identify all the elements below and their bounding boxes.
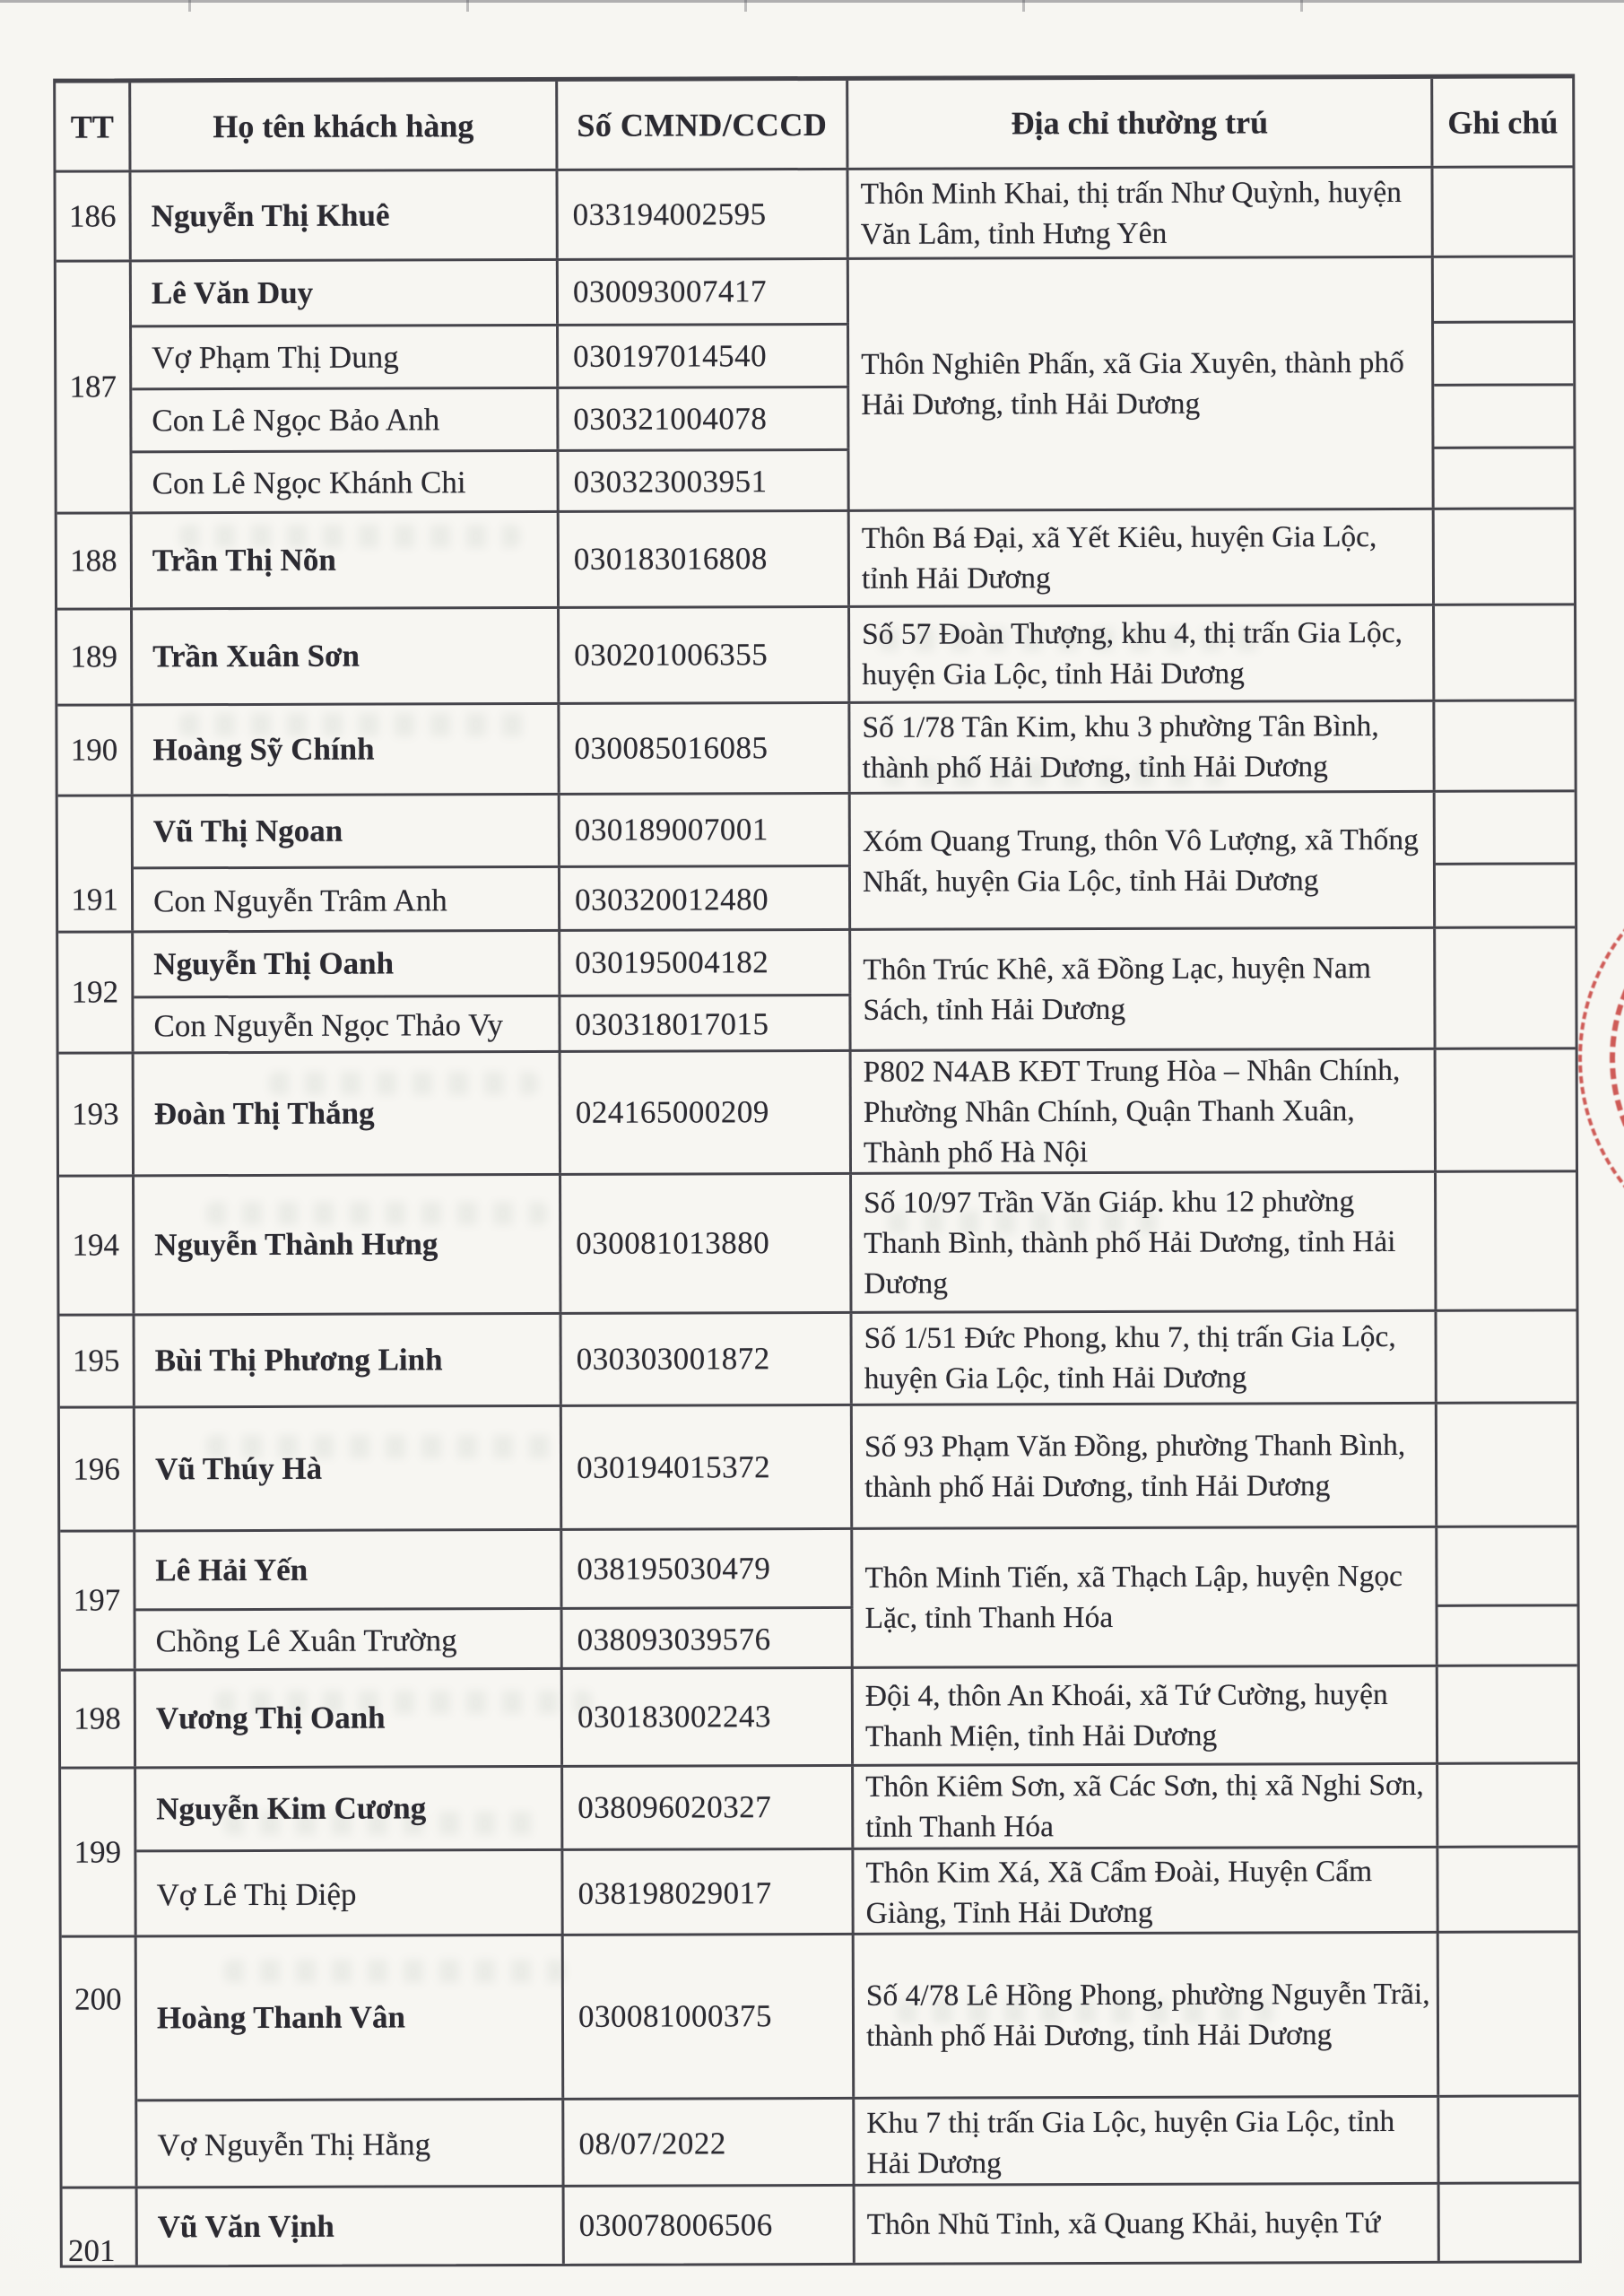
id-number: 030321004078 [559, 388, 849, 449]
customer-name: Vợ Nguyễn Thị Hằng [137, 2100, 564, 2188]
red-stamp-arc-icon [1610, 883, 1624, 1233]
note-cell [1437, 1172, 1576, 1309]
col-header-name: Họ tên khách hàng [131, 82, 558, 170]
row-number: 196 [60, 1408, 135, 1529]
row-number: 188 [57, 514, 133, 607]
row-number: 191 [58, 796, 134, 930]
customer-name: Con Nguyễn Ngọc Thảo Vy [134, 997, 560, 1054]
note-cell [1438, 1604, 1577, 1666]
customer-name: Hoàng Thanh Vân [137, 1936, 565, 2099]
customer-name: Hoàng Sỹ Chính [133, 705, 560, 794]
table-row [57, 507, 1574, 607]
id-number: 030085016085 [560, 704, 850, 793]
address-cell: Số 57 Đoàn Thượng, khu 4, thị trấn Gia Lộc, huyện Gia Lộc, tỉnh Hải Dương [850, 606, 1435, 701]
id-number: 030197014540 [559, 326, 849, 387]
scan-tick-mark [188, 0, 191, 12]
customer-name: Nguyễn Thành Hưng [135, 1176, 561, 1313]
note-cell [1438, 1764, 1577, 1845]
table-row [61, 1664, 1577, 1766]
id-number: 030081013880 [561, 1175, 852, 1312]
table-row [57, 699, 1574, 794]
note-cell [1434, 320, 1573, 383]
table-row [56, 255, 1574, 511]
scan-tick-mark [1300, 0, 1303, 12]
table-row [59, 1309, 1576, 1405]
row-number: 192 [58, 933, 134, 1051]
member-group [136, 1765, 1439, 1935]
customer-name: Vũ Thị Ngoan [134, 796, 560, 866]
scan-tick-mark [466, 0, 469, 12]
id-number: 08/07/2022 [564, 2100, 855, 2187]
customer-name: Vũ Văn Vịnh [138, 2187, 565, 2265]
customer-name: Lê Văn Duy [132, 261, 559, 325]
id-number: 030081000375 [564, 1935, 855, 2098]
id-number: 038093039576 [563, 1609, 854, 1670]
note-cell [1434, 446, 1573, 509]
customer-name: Con Nguyễn Trâm Anh [134, 868, 560, 933]
note-cell [1437, 1311, 1576, 1401]
id-number: 033194002595 [558, 170, 848, 258]
row-number: 194 [59, 1177, 135, 1313]
table-row [59, 1047, 1576, 1174]
col-header-id: Số CMND/CCCD [558, 81, 848, 169]
table-row [56, 165, 1572, 259]
address-cell: Số 93 Phạm Văn Đồng, phường Thanh Bình, thành phố Hải Dương, tỉnh Hải Dương [853, 1405, 1437, 1527]
table-row [59, 1170, 1576, 1313]
table-row [58, 926, 1575, 1051]
customer-name: Bùi Thị Phương Linh [135, 1315, 562, 1405]
table-row [57, 603, 1574, 703]
red-stamp-arc-icon [1578, 852, 1624, 1265]
id-number: 030320012480 [560, 867, 851, 932]
member-group [134, 931, 851, 1052]
table-row [61, 1761, 1578, 1935]
id-number: 038198029017 [563, 1850, 854, 1936]
customer-name: Con Lê Ngọc Khánh Chi [132, 452, 559, 514]
row-number: 187 [56, 262, 133, 511]
note-cell [1435, 605, 1574, 699]
address-cell: Thôn Bá Đại, xã Yết Kiêu, huyện Gia Lộc, tỉnh Hải Dương [850, 510, 1435, 605]
customer-name: Đoàn Thị Thắng [135, 1053, 561, 1174]
customer-name: Nguyễn Thị Oanh [134, 932, 560, 996]
customer-name: Trần Thị Nõn [133, 513, 560, 607]
id-number: 030093007417 [559, 260, 849, 324]
row-number: 186 [56, 172, 131, 259]
scan-tick-mark [1022, 0, 1025, 12]
customer-name: Nguyễn Thị Khuê [131, 171, 558, 259]
note-cell [1437, 1049, 1576, 1170]
note-cell [1440, 2184, 1579, 2260]
table-row [60, 1525, 1576, 1668]
table-row [63, 2181, 1579, 2265]
row-number: 189 [57, 610, 133, 703]
address-cell: Số 1/51 Đức Phong, khu 7, thị trấn Gia Lộc, huyện Gia Lộc, tỉnh Hải Dương [853, 1312, 1437, 1404]
id-number: 030323003951 [559, 451, 849, 513]
address-cell: Số 4/78 Lê Hồng Phong, phường Nguyễn Trãi, thành phố Hải Dương, tỉnh Hải Dương [855, 1934, 1440, 2097]
address-cell: P802 N4AB KĐT Trung Hòa – Nhân Chính, Phường Nhân Chính, Quận Thanh Xuân, Thành phố Hà Nội [852, 1050, 1437, 1172]
address-cell: Xóm Quang Trung, thôn Vô Lượng, xã Thống Nhất, huyện Gia Lộc, tỉnh Hải Dương [851, 793, 1436, 928]
customer-name: Vợ Phạm Thị Dung [132, 326, 559, 387]
id-number: 038195030479 [562, 1530, 853, 1607]
note-cell [1436, 928, 1575, 1047]
note-group [1439, 1933, 1579, 2181]
note-cell [1439, 2094, 1578, 2184]
customer-name: Lê Hải Yến [135, 1531, 562, 1608]
address-cell: Thôn Nghiên Phấn, xã Gia Xuyên, thành phố Hải Dương, tỉnh Hải Dương [849, 258, 1435, 509]
table-header-row [56, 78, 1572, 170]
col-header-tt: TT [56, 83, 131, 170]
member-group [135, 1530, 853, 1669]
address-cell: Khu 7 thị trấn Gia Lộc, huyện Gia Lộc, tỉnh Hải Dương [855, 2098, 1439, 2187]
customer-table [53, 74, 1582, 2267]
customer-name: Trần Xuân Sơn [133, 609, 560, 703]
address-cell: Thôn Minh Khai, thị trấn Như Quỳnh, huyện Văn Lâm, tỉnh Hưng Yên [848, 169, 1433, 257]
address-cell: Đội 4, thôn An Khoái, xã Tứ Cường, huyện Thanh Miện, tỉnh Hải Dương [854, 1667, 1438, 1764]
address-cell: Thôn Kiêm Sơn, xã Các Sơn, thị xã Nghi Sơn, tỉnh Thanh Hóa [854, 1765, 1438, 1848]
address-cell: Thôn Trúc Khê, xã Đồng Lạc, huyện Nam Sách, tỉnh Hải Dương [851, 929, 1436, 1049]
note-cell [1435, 509, 1574, 603]
row-number: 201 [68, 2233, 116, 2268]
col-header-address: Địa chỉ thường trú [848, 79, 1433, 168]
row-number: 193 [59, 1054, 135, 1174]
table-row [60, 1401, 1576, 1529]
address-cell: Thôn Minh Tiến, xã Thạch Lập, huyện Ngọc Lặc, tỉnh Thanh Hóa [853, 1528, 1437, 1666]
member-group [134, 795, 851, 931]
row-number: 197 [60, 1532, 135, 1668]
customer-name: Vương Thị Oanh [136, 1670, 563, 1766]
customer-name: Nguyễn Kim Cương [136, 1768, 563, 1849]
table-row [58, 789, 1575, 930]
note-cell [1438, 1845, 1577, 1933]
note-cell [1434, 383, 1573, 446]
id-number: 030078006506 [565, 2187, 855, 2264]
note-group [1438, 1764, 1578, 1930]
address-cell: Thôn Kim Xá, Xã Cẩm Đoài, Huyện Cẩm Giàng, Tỉnh Hải Dương [854, 1848, 1438, 1935]
row-number: 195 [60, 1316, 135, 1405]
note-group [1437, 1527, 1576, 1664]
row-number: 198 [61, 1671, 136, 1766]
id-number: 030183016808 [560, 512, 850, 606]
customer-name: Chồng Lê Xuân Trường [136, 1610, 563, 1671]
member-group [132, 260, 850, 512]
id-number: 030318017015 [560, 996, 851, 1053]
table-row [62, 1930, 1579, 2186]
id-number: 030189007001 [560, 795, 851, 865]
id-number: 038096020327 [563, 1767, 854, 1848]
customer-name: Vũ Thúy Hà [135, 1407, 562, 1529]
id-number: 024165000209 [561, 1052, 852, 1173]
note-cell [1434, 257, 1573, 320]
scan-tick-mark [744, 0, 747, 12]
note-cell [1436, 862, 1575, 928]
note-group [1436, 792, 1575, 926]
customer-name: Vợ Lê Thị Diệp [136, 1851, 563, 1937]
id-number: 030194015372 [562, 1406, 853, 1528]
note-cell [1437, 1404, 1576, 1525]
id-number: 030303001872 [562, 1314, 853, 1405]
row-number: 200 [62, 1937, 138, 2186]
member-group [137, 1934, 1440, 2187]
note-cell [1436, 792, 1575, 862]
id-number: 030195004182 [560, 931, 851, 995]
col-header-note: Ghi chú [1447, 103, 1559, 141]
address-cell: Số 1/78 Tân Kim, khu 3 phường Tân Bình, thành phố Hải Dương, tỉnh Hải Dương [850, 702, 1435, 792]
note-cell [1438, 1666, 1577, 1761]
row-number: 199 [61, 1769, 137, 1935]
row-number: 190 [57, 706, 133, 794]
address-cell: Thôn Nhũ Tỉnh, xã Quang Khải, huyện Tứ [855, 2185, 1440, 2263]
id-number: 030201006355 [560, 608, 850, 702]
note-cell [1433, 168, 1572, 255]
note-group [1434, 257, 1574, 507]
id-number: 030183002243 [563, 1669, 854, 1765]
address-cell: Số 10/97 Trần Văn Giáp. khu 12 phường Thanh Bình, thành phố Hải Dương, tỉnh Hải Dương [852, 1173, 1437, 1311]
scan-top-edge-line [0, 0, 1624, 3]
customer-name: Con Lê Ngọc Bảo Anh [132, 389, 559, 450]
note-cell [1435, 701, 1574, 789]
note-cell [1439, 1933, 1579, 2094]
note-cell [1437, 1527, 1576, 1604]
